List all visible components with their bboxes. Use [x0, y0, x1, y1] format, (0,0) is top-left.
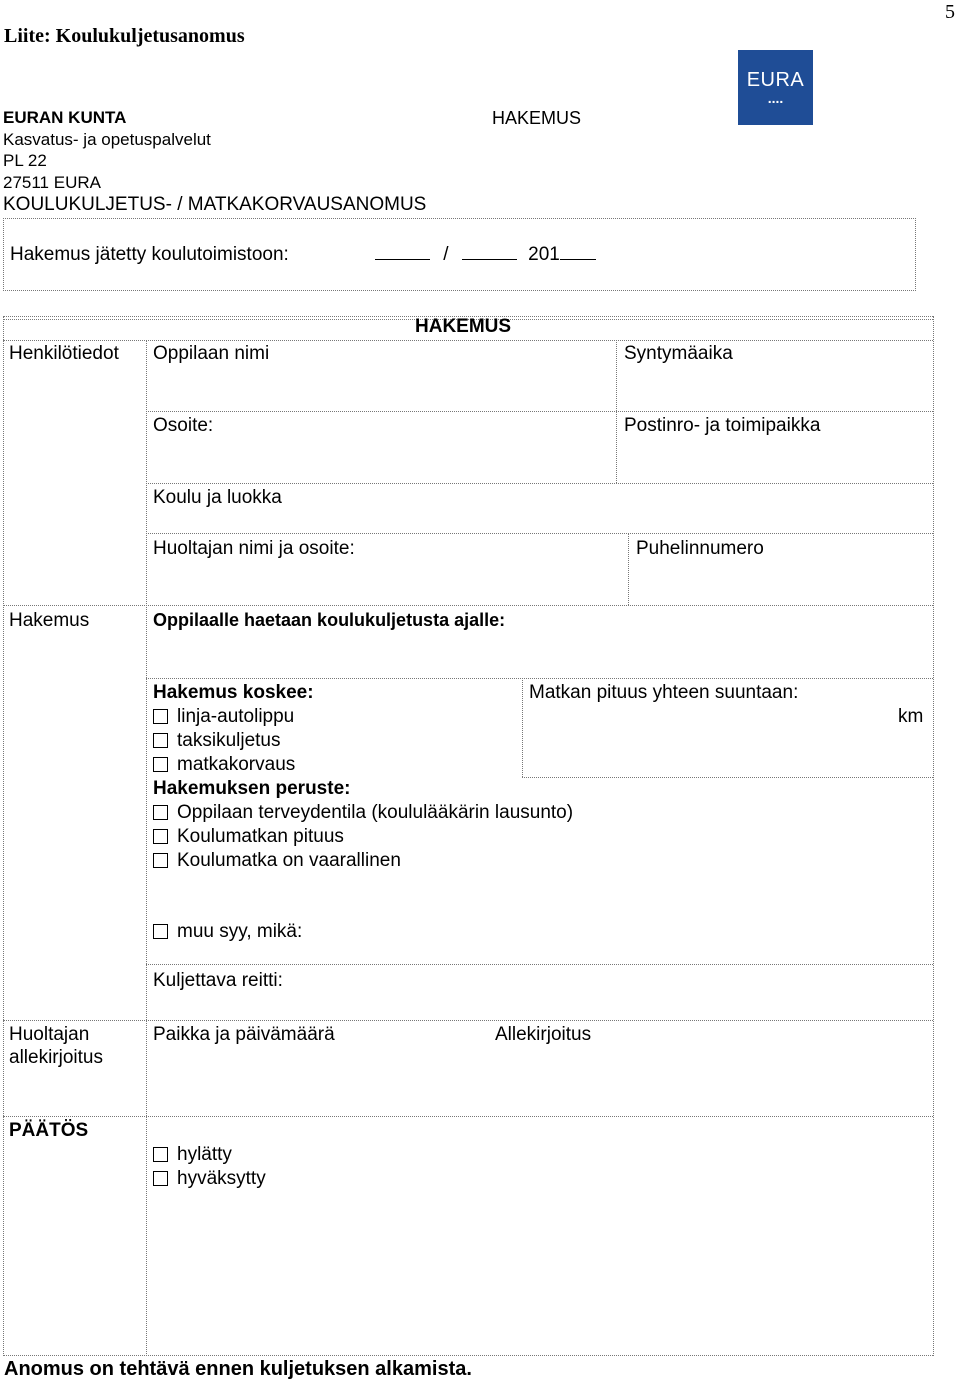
address-label: Osoite:: [153, 415, 214, 436]
route-label: Kuljettava reitti:: [153, 970, 283, 991]
grounds-option[interactable]: Koulumatka on vaarallinen: [153, 850, 401, 872]
sender-dept: Kasvatus- ja opetuspalvelut: [3, 130, 211, 149]
doc-title: KOULUKULJETUS- / MATKAKORVAUSANOMUS: [3, 194, 427, 215]
logo-dots: ....: [767, 90, 784, 106]
signature-label: Allekirjoitus: [495, 1024, 592, 1045]
birth-date-label: Syntymäaika: [624, 343, 733, 364]
grounds-title: Hakemuksen peruste:: [153, 778, 351, 799]
eura-logo: [738, 50, 813, 125]
signature-section-line2: allekirjoitus: [9, 1047, 103, 1068]
checkbox[interactable]: [153, 1147, 168, 1162]
section-application: Hakemus: [9, 610, 90, 631]
year-prefix: 201: [528, 244, 560, 265]
month-blank[interactable]: [462, 258, 517, 260]
grounds-option[interactable]: Oppilaan terveydentila (koululääkärin lausunto): [153, 802, 573, 824]
phone-label: Puhelinnumero: [636, 538, 764, 559]
distance-unit: km: [898, 706, 924, 727]
concerns-title: Hakemus koskee:: [153, 682, 314, 703]
other-reason-option[interactable]: muu syy, mikä:: [153, 921, 302, 943]
postal-place-label: Postinro- ja toimipaikka: [624, 415, 821, 436]
doc-type: HAKEMUS: [492, 108, 582, 128]
concerns-option[interactable]: taksikuljetus: [153, 730, 281, 752]
grounds-option[interactable]: Koulumatkan pituus: [153, 826, 344, 848]
decision-section: PÄÄTÖS: [9, 1120, 89, 1141]
page-number: 5: [945, 1, 955, 23]
header-title: Liite: Koulukuljetusanomus: [4, 25, 245, 47]
sender-name: EURAN KUNTA: [3, 108, 127, 127]
applied-for-label: Oppilaalle haetaan koulukuljetusta ajalle:: [153, 610, 506, 630]
sender-box: PL 22: [3, 151, 47, 170]
form-title: HAKEMUS: [415, 316, 512, 337]
submitted-label: Hakemus jätetty koulutoimistoon:: [10, 244, 289, 265]
student-name-label: Oppilaan nimi: [153, 343, 270, 364]
checkbox[interactable]: [153, 924, 168, 939]
concerns-option[interactable]: linja-autolippu: [153, 706, 294, 728]
day-blank[interactable]: [375, 258, 430, 260]
concerns-option[interactable]: matkakorvaus: [153, 754, 295, 776]
submitted-date: [375, 244, 596, 266]
signature-section-line1: Huoltajan: [9, 1024, 90, 1045]
guardian-label: Huoltajan nimi ja osoite:: [153, 538, 355, 559]
section-personal: Henkilötiedot: [9, 343, 119, 364]
decision-option[interactable]: hylätty: [153, 1144, 232, 1166]
decision-option[interactable]: hyväksytty: [153, 1168, 266, 1190]
date-separator: /: [443, 244, 449, 265]
year-blank[interactable]: [560, 258, 596, 260]
checkbox[interactable]: [153, 709, 168, 724]
sender-postal: 27511 EURA: [3, 173, 101, 192]
checkbox[interactable]: [153, 853, 168, 868]
place-date-label: Paikka ja päivämäärä: [153, 1024, 335, 1045]
footer-note: Anomus on tehtävä ennen kuljetuksen alkamista.: [4, 1358, 472, 1380]
checkbox[interactable]: [153, 1171, 168, 1186]
checkbox[interactable]: [153, 733, 168, 748]
checkbox[interactable]: [153, 829, 168, 844]
logo-text: EURA: [746, 69, 805, 91]
checkbox[interactable]: [153, 757, 168, 772]
school-class-label: Koulu ja luokka: [153, 487, 282, 508]
distance-label: Matkan pituus yhteen suuntaan:: [529, 682, 799, 703]
checkbox[interactable]: [153, 805, 168, 820]
